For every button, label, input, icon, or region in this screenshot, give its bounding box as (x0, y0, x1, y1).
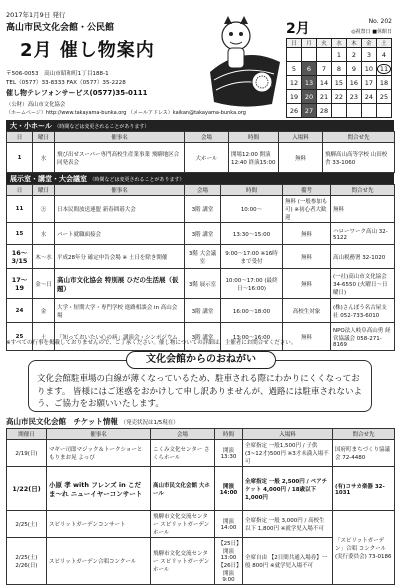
tel-fax: TEL（0577）33-8333 FAX（0577）35-2228 (6, 80, 126, 86)
ticket-fee: 全席指定 一般 3,000円 / 高校生以下 1,800円 ※就学児入場不可 (243, 511, 333, 538)
event-dow: ㊏ (33, 196, 55, 223)
calendar-day: 16 (346, 76, 361, 90)
tickets-table (6, 428, 395, 585)
event-day: 11 (7, 196, 33, 223)
weekday: 水 (331, 39, 346, 48)
calendar-day: 10 (361, 62, 376, 76)
calendar-day (301, 48, 316, 62)
calendar-day-closed: 20 (301, 90, 316, 104)
table-row (7, 323, 395, 351)
ticket-date: 1/22(日) (7, 467, 47, 511)
calendar-month: 2月 (286, 21, 310, 37)
ticket-name: 小原 孝 with フレンズ in こだま〜れ ニューイヤーコンサート (47, 467, 151, 511)
calendar-day: 4 (376, 48, 391, 62)
col-header: 問合せ先 (323, 132, 395, 143)
calendar-day: 8 (331, 62, 346, 76)
table-row (7, 511, 395, 538)
event-venue: 3階 展示室 (185, 269, 221, 299)
ticket-contact: (有)コサカ楽器 32-1031 (333, 467, 395, 511)
tickets-title: 高山市民文化会館 チケット情報 (6, 417, 118, 426)
col-header: 日 (7, 132, 33, 143)
table-row (7, 143, 395, 173)
calendar-day: 24 (361, 90, 376, 104)
calendar-day-closed: 13 (301, 76, 316, 90)
weekday: 火 (316, 39, 331, 48)
event-time: 13:30〜15:00 (221, 223, 283, 245)
table-row (7, 440, 395, 467)
ticket-contact: 国府町まちづくり協議会 72-4480 (333, 440, 395, 467)
weekday: 日 (287, 39, 302, 48)
event-day: 15 (7, 223, 33, 245)
event-time: 10:00〜17:00 (最終日〜16:00) (221, 269, 283, 299)
calendar-legend: ◎祝祭日 ■休館日 (351, 29, 392, 35)
calendar-week (287, 48, 392, 62)
calendar-day: 18 (376, 76, 391, 90)
exhibit-section-note: （時間などは変更されることがあります） (89, 177, 185, 183)
ticket-venue: こくみ文化センター さくらホール (151, 440, 215, 467)
ticket-name: マギー司郎マジック＆トークショーと もりまお晃 よっぴ (47, 440, 151, 467)
weekday: 土 (376, 39, 391, 48)
event-venue: 3階 講堂 (185, 299, 221, 323)
calendar-day: 26 (287, 104, 302, 118)
event-time: 10:00〜 (221, 196, 283, 223)
col-header: 会場 (185, 185, 221, 196)
calendar-day: 21 (316, 90, 331, 104)
event-fee: 無料 (279, 143, 323, 173)
ticket-name: スピリットガーデン合唱コンクール (47, 538, 151, 585)
event-note: 無料 (一般参加も可) ※初心者大歓迎 (283, 196, 331, 223)
event-venue: 3階 大会議室 (185, 245, 221, 269)
exhibit-table (6, 184, 395, 351)
col-header: 催事名 (47, 429, 151, 440)
ticket-venue: 飛騨市文化交流センター スピリットガーデンホール (151, 511, 215, 538)
event-time: 16:00〜18:00 (221, 299, 283, 323)
ticket-date: 2/25(土) (7, 511, 47, 538)
event-note: 無料 (283, 269, 331, 299)
address: 〒506-0053 高山市昭和町1丁目188-1 (6, 71, 109, 77)
calendar-week (287, 62, 392, 76)
event-contact: ハローワーク高山 32-5122 (331, 223, 395, 245)
ticket-time: 開演14:00 (215, 467, 243, 511)
tickets-table-header (7, 429, 395, 440)
page-title: 2月 催し物案内 (20, 40, 155, 61)
ticket-time: 開演13:30 (215, 440, 243, 467)
calendar-day: 23 (346, 90, 361, 104)
event-dow: 土 (33, 323, 55, 351)
calendar-weekdays (287, 39, 392, 48)
calendar-day: 2 (346, 48, 361, 62)
ticket-date: 2/25(土) 2/26(日) (7, 538, 47, 585)
event-dow: 木〜水 (33, 245, 55, 269)
event-contact: 高山税務署 32-1020 (331, 245, 395, 269)
table-row (7, 467, 395, 511)
calendar-day: 17 (361, 76, 376, 90)
event-venue: 3階 講堂 (185, 323, 221, 351)
event-day: 25 (7, 323, 33, 351)
event-note: 無料 (283, 223, 331, 245)
event-contact: 飛騨高山高等学校 山田校舎 33-1060 (323, 143, 395, 173)
table-row (7, 196, 395, 223)
calendar-day (287, 48, 302, 62)
calendar-day: 28 (316, 104, 331, 118)
ticket-name: スピリットガーデンコンサート (47, 511, 151, 538)
ticket-venue: 飛騨市文化交流センター スピリットガーデンホール (151, 538, 215, 585)
ticket-venue: 高山市民文化会館 大ホール (151, 467, 215, 511)
issue-date: 2017年1月9日 発行 (6, 11, 66, 19)
issue-number: No. 202 (368, 18, 392, 25)
calendar-day (376, 104, 391, 118)
event-contact: (一社)高山市文化協会 34-6550 (火曜日〜日曜日) (331, 269, 395, 299)
event-day: 24 (7, 299, 33, 323)
event-name: 大学・短期大学・専門学校 進路相談会 in 高山会場 (55, 299, 185, 323)
hall-section-note: （時間などは変更されることがあります） (54, 124, 150, 130)
event-name: パート就職面接会 (55, 223, 185, 245)
col-header: 日 (7, 185, 33, 196)
event-time: 開場12:00 開演12:40 終演15:00 (229, 143, 279, 173)
holiday-day: 11 (377, 64, 390, 74)
ticket-time: 開演14:00 (215, 511, 243, 538)
weekday: 金 (361, 39, 376, 48)
ticket-fee: 全席自由 【2日間共通入場券】一般 800円 ※就学児入場不可 (243, 538, 333, 585)
exhibit-section-title: 展示室・講堂・大会議室 (10, 175, 87, 183)
event-dow: 水 (33, 223, 55, 245)
col-header: 催事名 (55, 185, 185, 196)
event-day: 17〜19 (7, 269, 33, 299)
col-header: 会場 (151, 429, 215, 440)
col-header: 入場料 (279, 132, 323, 143)
calendar-day (316, 48, 331, 62)
calendar-day (346, 104, 361, 118)
info-tel: 催し物テレフォンサービス(0577)35-0111 (6, 89, 148, 97)
calendar-day: 22 (331, 90, 346, 104)
event-contact: 無料 (331, 196, 395, 223)
address-block (6, 70, 126, 88)
hall-table (6, 131, 395, 173)
calendar-day: 7 (316, 62, 331, 76)
weekday: 木 (346, 39, 361, 48)
event-note: 無料 (283, 323, 331, 351)
col-header: 入場料 (243, 429, 333, 440)
event-time: 13:00〜16:00 (221, 323, 283, 351)
calendar-day-closed: 6 (301, 62, 316, 76)
event-venue: 3階 講堂 (185, 223, 221, 245)
hall-table-header (7, 132, 395, 143)
table-row (7, 299, 395, 323)
event-day: 16〜3/15 (7, 245, 33, 269)
col-header: 問合せ先 (333, 429, 395, 440)
calendar-day-closed: 27 (301, 104, 316, 118)
col-header: 時間 (229, 132, 279, 143)
calendar (286, 38, 392, 118)
calendar-day: 5 (287, 62, 302, 76)
org-name: 高山市民文化会館・公民館 (6, 23, 115, 33)
event-name: 飛び出せスーパー専門高校生産業事業 飛騨地区合同発表会 (55, 143, 185, 173)
event-venue: 3階 講堂 (185, 196, 221, 223)
ticket-time: 【25日】開演13:00 【26日】開演9:00 (215, 538, 243, 585)
event-name: 平成28年分 確定申告会場 ※ 土日を除き開催 (55, 245, 185, 269)
col-header: 曜日 (33, 132, 55, 143)
calendar-week (287, 104, 392, 118)
col-header: 問合せ先 (331, 185, 395, 196)
col-header: 備考 (283, 185, 331, 196)
page (6, 6, 394, 583)
event-dow: 金〜日 (33, 269, 55, 299)
request-body: 文化会館駐車場の白線が薄くなっているため、駐車される際にわかりにくくなっております。 皆様にはご迷惑をおかけして申し訳ありませんが、過路には駐車されないよう、ご協力をお願いいたします。 (37, 374, 363, 409)
calendar-day: 14 (316, 76, 331, 90)
calendar-week (287, 76, 392, 90)
event-dow: 金 (33, 299, 55, 323)
event-note: 高校生対象 (283, 299, 331, 323)
hall-section-header (6, 120, 394, 131)
event-contact: (株)さんぽう名古屋支社 052-733-6010 (331, 299, 395, 323)
ticket-contact: 「スピリットガーデン」合唱 コンクール(実行委員会) 73-0186 (333, 511, 395, 585)
homepage[interactable]: （ホームページ）http://www.takayama-bunka.org （メールアドレス）kaikan@takayama-bunka.org (6, 110, 246, 116)
subline: （公財）高山市文化協会 (6, 102, 66, 108)
exhibit-section-header (6, 173, 394, 184)
tickets-note: （発売状況は1/5現在） (120, 420, 179, 426)
event-time: 9:00〜17:00 ※16時まで受付 (221, 245, 283, 269)
event-name: 高山市文化協会 特別展 ひだの生活展（仮題） (55, 269, 185, 299)
exhibit-table-header (7, 185, 395, 196)
event-note: 無料 (283, 245, 331, 269)
calendar-day (361, 104, 376, 118)
event-name: 日本民間放送連盟 新春囲碁大会 (55, 196, 185, 223)
calendar-day (331, 104, 346, 118)
weekday: 月 (301, 39, 316, 48)
calendar-day: 9 (346, 62, 361, 76)
col-header: 時間 (221, 185, 283, 196)
calendar-day: 15 (331, 76, 346, 90)
table-row (7, 245, 395, 269)
col-header: 開催日 (7, 429, 47, 440)
calendar-week (287, 90, 392, 104)
event-day: 1 (7, 143, 33, 173)
calendar-day: 1 (331, 48, 346, 62)
ticket-date: 2/19(日) (7, 440, 47, 467)
ticket-fee: 全席指定 一般 2,500円 / ペアチケット 4,000円 / 18歳以下 1,000円 (243, 467, 333, 511)
event-name: 「知っておいたい心の病」講演会・シンポジウム (55, 323, 185, 351)
calendar-day: 19 (287, 90, 302, 104)
tickets-heading (6, 416, 179, 427)
notice-note: ※すべての行事を掲載しておりませんので、ご了承ください。催し物についての詳細は、主催者にお問合せください。 (6, 340, 297, 346)
table-row (7, 223, 395, 245)
col-header: 催事名 (55, 132, 185, 143)
event-venue: 大ホール (185, 143, 229, 173)
calendar-day: 12 (287, 76, 302, 90)
event-contact: NPO法人岐阜高山勇 経営協議会 058-271-8169 (331, 323, 395, 351)
col-header: 時間 (215, 429, 243, 440)
hall-section-title: 大・小ホール (10, 122, 52, 130)
mascot-illustration-icon (202, 14, 284, 110)
ticket-fee: 全席指定 一般1,500円 / 子供(3~12才)500円 ※3才未満入場不可 (243, 440, 333, 467)
col-header: 会場 (185, 132, 229, 143)
col-header: 曜日 (33, 185, 55, 196)
calendar-day: 3 (361, 48, 376, 62)
request-title: 文化会館からのおねがい (126, 351, 276, 369)
table-row (7, 269, 395, 299)
event-dow: 水 (33, 143, 55, 173)
calendar-day-holiday (376, 62, 391, 76)
calendar-day: 25 (376, 90, 391, 104)
